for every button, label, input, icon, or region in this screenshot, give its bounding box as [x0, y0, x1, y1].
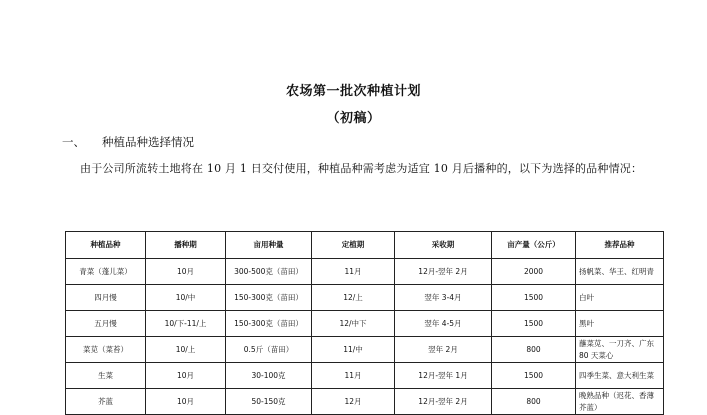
cell-varieties: 扬帆菜、华王、红明青 — [576, 259, 664, 285]
cell-crop: 青菜（蓬儿菜） — [66, 259, 146, 285]
header-yield: 亩产量（公斤） — [492, 232, 576, 259]
cell-crop: 生菜 — [66, 363, 146, 389]
header-harvest: 采收期 — [395, 232, 492, 259]
cell-yield: 1500 — [492, 363, 576, 389]
table-row — [66, 363, 664, 389]
cell-transplant: 12/上 — [312, 285, 395, 311]
cell-transplant: 12月 — [312, 389, 395, 415]
cell-sowing: 10月 — [146, 259, 226, 285]
cell-transplant: 11月 — [312, 259, 395, 285]
cell-transplant: 11/中 — [312, 337, 395, 363]
section-title: 种植品种选择情况 — [102, 135, 194, 149]
header-varieties: 推荐品种 — [576, 232, 664, 259]
cell-yield: 1500 — [492, 285, 576, 311]
cell-sowing: 10/下-11/上 — [146, 311, 226, 337]
cell-harvest: 翌年 4-5月 — [395, 311, 492, 337]
cell-varieties: 晚熟品种（迟花、香薄芥蓝） — [576, 389, 664, 415]
cell-seed-amount: 0.5斤（苗田） — [226, 337, 312, 363]
header-seed-amount: 亩用种量 — [226, 232, 312, 259]
cell-crop: 芥蓝 — [66, 389, 146, 415]
table-row — [66, 389, 664, 415]
header-sowing: 播种期 — [146, 232, 226, 259]
table-row — [66, 259, 664, 285]
cell-sowing: 10月 — [146, 363, 226, 389]
cell-harvest: 12月-翌年 1月 — [395, 363, 492, 389]
cell-seed-amount: 150-300克（苗田） — [226, 311, 312, 337]
cell-harvest: 翌年 3-4月 — [395, 285, 492, 311]
cell-yield: 800 — [492, 389, 576, 415]
table-row — [66, 311, 664, 337]
cell-yield: 1500 — [492, 311, 576, 337]
cell-seed-amount: 50-150克 — [226, 389, 312, 415]
cell-sowing: 10/上 — [146, 337, 226, 363]
section-number: 一、 — [62, 135, 85, 149]
cell-sowing: 10/中 — [146, 285, 226, 311]
cell-harvest: 12月-翌年 2月 — [395, 259, 492, 285]
header-transplant: 定植期 — [312, 232, 395, 259]
document-subtitle: （初稿） — [326, 111, 381, 126]
cell-transplant: 11月 — [312, 363, 395, 389]
cell-seed-amount: 150-300克（苗田） — [226, 285, 312, 311]
cell-varieties: 白叶 — [576, 285, 664, 311]
cell-varieties: 四季生菜、意大利生菜 — [576, 363, 664, 389]
table-row — [66, 337, 664, 363]
cell-yield: 2000 — [492, 259, 576, 285]
cell-crop: 四月慢 — [66, 285, 146, 311]
cell-seed-amount: 30-100克 — [226, 363, 312, 389]
cell-transplant: 12/中下 — [312, 311, 395, 337]
cell-varieties: 蘸菜苋、一刀齐、广东 80 天菜心 — [576, 337, 664, 363]
cell-seed-amount: 300-500克（苗田） — [226, 259, 312, 285]
planting-table — [65, 231, 664, 415]
header-crop: 种植品种 — [66, 232, 146, 259]
section-heading — [62, 134, 194, 150]
cell-crop: 菜苋（菜苔） — [66, 337, 146, 363]
cell-harvest: 12月-翌年 2月 — [395, 389, 492, 415]
cell-crop: 五月慢 — [66, 311, 146, 337]
cell-yield: 800 — [492, 337, 576, 363]
table-row — [66, 285, 664, 311]
cell-harvest: 翌年 2月 — [395, 337, 492, 363]
cell-varieties: 黑叶 — [576, 311, 664, 337]
document-title: 农场第一批次种植计划 — [285, 84, 421, 99]
intro-paragraph: 由于公司所流转土地将在 10 月 1 日交付使用，种植品种需考虑为适宜 10 月后播种的，以下为选择的品种情况： — [80, 162, 643, 175]
table-header-row — [66, 232, 664, 259]
cell-sowing: 10月 — [146, 389, 226, 415]
